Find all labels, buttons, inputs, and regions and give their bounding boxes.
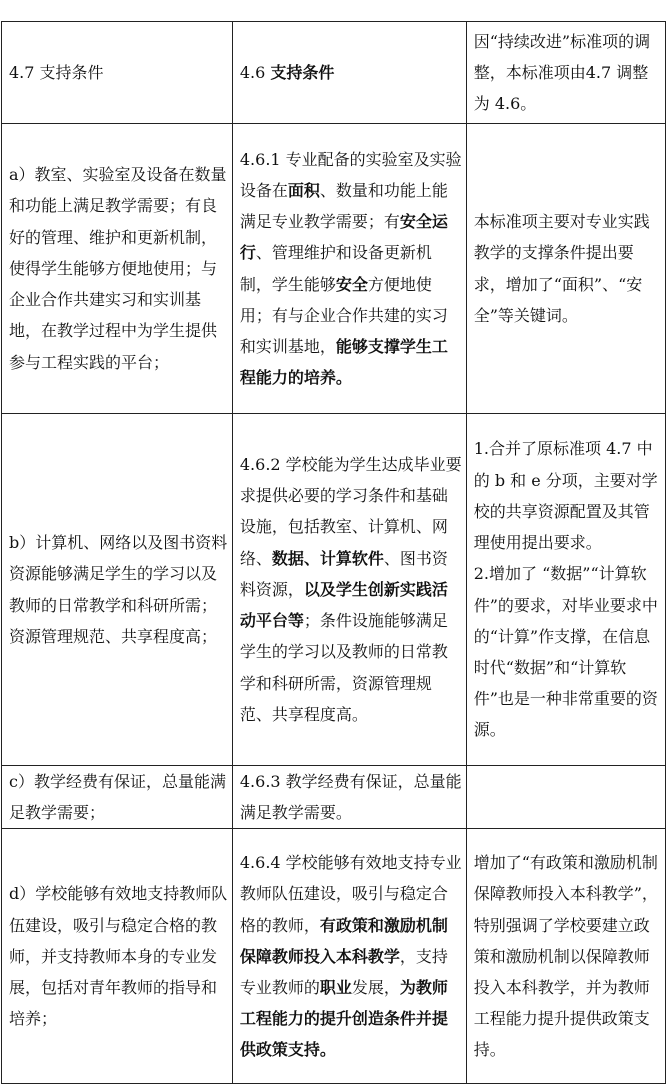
note-paragraph: 1.合并了原标准项 4.7 中的 b 和 e 分项，主要对学校的共享资源配置及其管理使用提出要求。	[473, 439, 658, 553]
new-standard-cell	[232, 766, 466, 829]
old-standard-cell: c）教学经费有保证，总量能满足教学需要；	[2, 766, 233, 829]
text-segment: ，支持专业教师的	[239, 946, 448, 997]
bold-text-segment: 安全运行	[239, 212, 448, 263]
note-paragraph: 因“持续改进”标准项的调整，本标准项由4.7 调整为 4.6。	[473, 31, 651, 114]
old-standard-cell: a）教室、实验室及设备在数量和功能上满足教学需要；有良好的管理、维护和更新机制，使得学生能够方便地使用；与企业合作共建实习和实训基地，在教学过程中为学生提供参与工程实践的平台；	[2, 124, 233, 414]
table-row	[2, 124, 666, 414]
bold-text-segment: 能够支撑学生工程能力的培养。	[239, 336, 448, 388]
bold-text-segment: 职业	[319, 978, 352, 997]
bold-text-segment: 以及学生创新实践活动平台等	[239, 579, 448, 631]
note-paragraph: 2.增加了 “数据”“计算软件”的要求，对毕业要求中的“计算”作支撑，在信息时代“数据”和“计算软件”也是一种非常重要的资源。	[473, 564, 658, 740]
bold-text-segment: 有政策和激励机制保障教师投入本科教学	[239, 915, 448, 966]
bold-text-segment: 数据、计算软件	[271, 548, 384, 568]
new-standard-cell	[232, 22, 466, 124]
table-row	[2, 414, 666, 766]
text-segment: 4.6	[239, 62, 271, 82]
change-note-cell	[466, 22, 665, 124]
old-standard-cell: b）计算机、网络以及图书资料资源能够满足学生的学习以及教师的日常教学和科研所需；资源管理规范、共享程度高；	[2, 414, 233, 766]
table-row	[2, 22, 666, 124]
new-standard-cell	[232, 124, 466, 414]
bold-text-segment: 面积	[287, 180, 320, 200]
old-standard-cell: d）学校能够有效地支持教师队伍建设，吸引与稳定合格的教师，并支持教师本身的专业发展，包括对青年教师的指导和培养；	[2, 829, 233, 1084]
change-note-cell	[466, 124, 665, 414]
text-segment: 4.6.2 学校能为学生达成毕业要求提供必要的学习条件和基础设施，包括教室、计算机、网络、	[239, 455, 462, 568]
text-segment: 、图书资料资源，	[239, 548, 448, 599]
note-paragraph: 本标准项主要对专业实践教学的支撑条件提出要求，增加了“面积”、“安全”等关键词。	[473, 212, 650, 325]
text-segment: 、数量和功能上能满足专业教学需要；有	[239, 180, 448, 232]
new-standard-cell	[232, 829, 466, 1084]
bold-text-segment: 安全	[335, 274, 368, 294]
text-segment: 4.6.4 学校能够有效地支持专业教师队伍建设，吸引与稳定合格的教师，	[239, 853, 462, 935]
new-standard-cell	[232, 414, 466, 766]
bold-text-segment: 为教师工程能力的提升创造条件并提供政策支持。	[239, 978, 448, 1060]
text-segment: 方便地使用；有与企业合作共建的实习和实训基地，	[239, 274, 448, 356]
text-segment: 4.6.1 专业配备的实验室及实验设备在	[239, 149, 462, 200]
table-row	[2, 829, 666, 1084]
standards-comparison-table	[1, 21, 666, 1084]
change-note-cell	[466, 414, 665, 766]
text-segment: 发展，	[351, 978, 400, 997]
note-paragraph: 增加了“有政策和激励机制保障教师投入本科教学”，特别强调了学校要建立政策和激励机制以保障教师投入本科教学，并为教师工程能力提升提供政策支持。	[473, 853, 658, 1060]
text-segment: ；条件设施能够满足学生的学习以及教师的日常教学和科研所需，资源管理规范、共享程度高。	[239, 611, 448, 724]
old-standard-cell: 4.7 支持条件	[2, 22, 233, 124]
text-segment: 、管理维护和设备更新机制，学生能够	[239, 243, 432, 294]
change-note-cell-empty	[466, 766, 665, 829]
text-segment: 4.6.3 教学经费有保证，总量能满足教学需要。	[239, 772, 462, 823]
bold-text-segment: 支持条件	[270, 62, 335, 82]
change-note-cell	[466, 829, 665, 1084]
table-row	[2, 766, 666, 829]
